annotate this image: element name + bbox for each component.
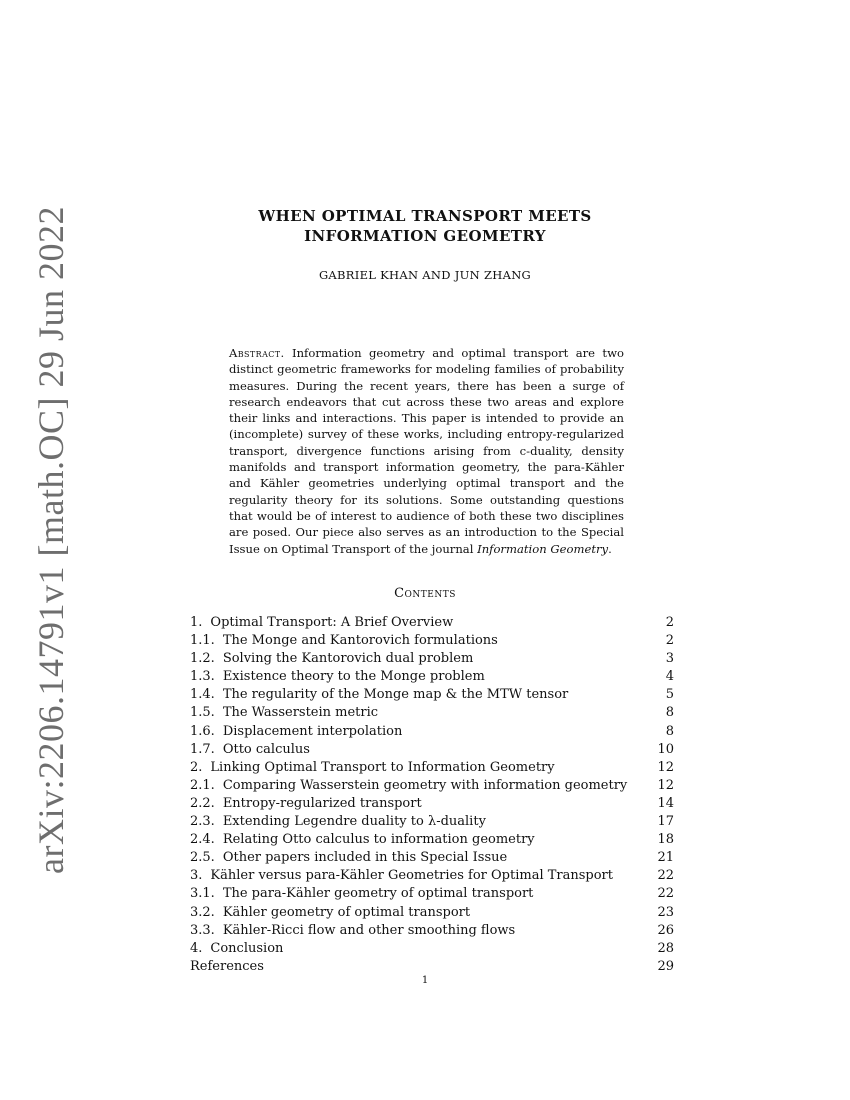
toc-entry-page: 12 xyxy=(657,777,674,793)
toc-entry-title: Otto calculus xyxy=(222,741,310,757)
toc-entry-page: 2 xyxy=(665,615,674,630)
toc-entry-number: 3.2. xyxy=(190,904,215,920)
toc-entry-label xyxy=(190,668,485,686)
toc-entry-title: References xyxy=(190,958,264,974)
toc-entry-number: 2.5. xyxy=(190,850,215,866)
toc-entry[interactable] xyxy=(190,777,674,795)
toc-entry-page: 28 xyxy=(657,940,674,956)
toc-entry-number: 1.2. xyxy=(190,651,215,667)
toc-entry-title: The Monge and Kantorovich formulations xyxy=(222,633,498,649)
toc-entry-page: 21 xyxy=(657,850,674,866)
toc-entry[interactable] xyxy=(190,686,674,704)
toc-entry-label xyxy=(190,849,507,867)
toc-entry-label xyxy=(190,795,422,813)
toc-entry[interactable] xyxy=(190,867,674,885)
contents-heading: Contents xyxy=(394,586,456,601)
toc-entry-label xyxy=(190,777,627,795)
toc-entry-title: Optimal Transport: A Brief Overview xyxy=(210,615,454,630)
page-number: 1 xyxy=(421,975,429,986)
toc-entry-title: Conclusion xyxy=(210,940,284,956)
toc-entry[interactable] xyxy=(190,885,674,903)
toc-entry-title: Displacement interpolation xyxy=(222,723,403,739)
toc-entry-number: 1.4. xyxy=(190,687,215,703)
toc-entry-label xyxy=(190,922,515,940)
toc-entry-title: Relating Otto calculus to information geometry xyxy=(222,832,535,848)
toc-entry-number: 3.3. xyxy=(190,922,215,938)
toc-entry-label xyxy=(190,723,402,741)
paper-title xyxy=(190,206,660,246)
toc-entry-page: 8 xyxy=(665,723,674,739)
toc-entry-number: 4. xyxy=(190,940,203,956)
toc-entry-number: 2.4. xyxy=(190,832,215,848)
toc-entry-page: 29 xyxy=(657,958,674,974)
toc-entry[interactable] xyxy=(190,741,674,759)
toc-entry[interactable] xyxy=(190,849,674,867)
toc-entry-label xyxy=(190,958,264,976)
toc-entry[interactable] xyxy=(190,831,674,849)
toc-entry-number: 1.6. xyxy=(190,723,215,739)
toc-entry-page: 2 xyxy=(665,633,674,649)
toc-entry-page: 14 xyxy=(657,795,674,811)
toc-entry-title: Extending Legendre duality to λ-duality xyxy=(222,814,486,830)
toc-entry-page: 8 xyxy=(665,705,674,721)
toc-entry-title: Kähler geometry of optimal transport xyxy=(222,904,471,920)
toc-entry-page: 5 xyxy=(665,687,674,703)
abstract-heading: Abstract. xyxy=(229,346,285,360)
toc-entry-label xyxy=(190,686,568,704)
toc-entry-title: The regularity of the Monge map & the MTW tensor xyxy=(222,687,569,703)
toc-entry[interactable] xyxy=(190,614,674,632)
toc-entry-title: The Wasserstein metric xyxy=(222,705,379,721)
toc-entry-title: Kähler versus para-Kähler Geometries for Optimal Transport xyxy=(210,868,613,884)
toc-entry-label xyxy=(190,614,453,632)
toc-entry[interactable] xyxy=(190,704,674,722)
toc-entry-page: 26 xyxy=(657,922,674,938)
toc-entry-page: 3 xyxy=(665,651,674,667)
toc-entry-page: 18 xyxy=(657,832,674,848)
abstract xyxy=(229,345,624,557)
toc-entry-number: 2.3. xyxy=(190,814,215,830)
paper-title-line-1: WHEN OPTIMAL TRANSPORT MEETS xyxy=(258,207,592,225)
toc-entry-title: The para-Kähler geometry of optimal transport xyxy=(222,886,534,902)
table-of-contents xyxy=(190,614,674,976)
toc-entry-number: 1.1. xyxy=(190,633,215,649)
paper-authors: GABRIEL KHAN AND JUN ZHANG xyxy=(318,268,532,282)
toc-entry-page: 4 xyxy=(665,669,674,685)
toc-entry[interactable] xyxy=(190,958,674,976)
toc-entry-number: 1.3. xyxy=(190,669,215,685)
toc-entry-number: 1.5. xyxy=(190,705,215,721)
toc-entry-title: Entropy-regularized transport xyxy=(222,795,422,811)
arxiv-identifier-stamp xyxy=(22,206,80,874)
toc-entry[interactable] xyxy=(190,723,674,741)
paper-title-line-2: INFORMATION GEOMETRY xyxy=(304,227,546,245)
toc-entry-number: 2.1. xyxy=(190,777,215,793)
toc-entry-number: 3. xyxy=(190,868,203,884)
toc-entry[interactable] xyxy=(190,795,674,813)
toc-entry-page: 10 xyxy=(657,741,674,757)
toc-entry-label xyxy=(190,813,486,831)
toc-entry[interactable] xyxy=(190,632,674,650)
toc-entry-label xyxy=(190,831,535,849)
abstract-end: . xyxy=(608,541,612,556)
toc-entry-page: 22 xyxy=(657,868,674,884)
toc-entry-title: Other papers included in this Special Issue xyxy=(222,850,508,866)
toc-entry-page: 23 xyxy=(657,904,674,920)
toc-entry-label xyxy=(190,885,533,903)
toc-entry-page: 17 xyxy=(657,814,674,830)
arxiv-identifier-text: arXiv:2206.14791v1 [math.OC] 29 Jun 2022 xyxy=(31,206,71,874)
toc-entry-label xyxy=(190,904,470,922)
toc-entry-label xyxy=(190,759,555,777)
toc-entry-title: Kähler-Ricci flow and other smoothing flows xyxy=(222,922,516,938)
toc-entry-number: 2. xyxy=(190,759,203,775)
toc-entry-number: 2.2. xyxy=(190,795,215,811)
toc-entry[interactable] xyxy=(190,650,674,668)
toc-entry-title: Existence theory to the Monge problem xyxy=(222,669,485,685)
toc-entry-number: 3.1. xyxy=(190,886,215,902)
toc-entry-label xyxy=(190,940,283,958)
abstract-body: Information geometry and optimal transport are two distinct geometric frameworks for modeling families of probability measures. During the recent years, there has been a surge of research endeavors that cut across these two areas and explore their links and interactions. This paper is intended to provide an (incomplete) survey of these works, including entropy-regularized transport, divergence functions arising from c-duality, density manifolds and transport information geometry, the para-Kähler and Kähler geometries underlying optimal transport and the regularity theory for its solutions. Some outstanding questions that would be of interest to audience of both these two disciplines are posed. Our piece also serves as an introduction to the Special Issue on Optimal Transport of the journal xyxy=(229,346,624,556)
toc-entry[interactable] xyxy=(190,813,674,831)
toc-entry-number: 1.7. xyxy=(190,741,215,757)
toc-entry-label xyxy=(190,741,310,759)
toc-entry-label xyxy=(190,632,498,650)
toc-entry-title: Linking Optimal Transport to Information Geometry xyxy=(210,759,555,775)
toc-entry[interactable] xyxy=(190,904,674,922)
toc-entry-title: Comparing Wasserstein geometry with information geometry xyxy=(222,777,628,793)
toc-entry[interactable] xyxy=(190,668,674,686)
toc-entry-label xyxy=(190,704,378,722)
toc-entry-number: 1. xyxy=(190,615,203,630)
toc-entry-label xyxy=(190,650,473,668)
toc-entry-page: 12 xyxy=(657,759,674,775)
toc-entry-label xyxy=(190,867,613,885)
toc-entry[interactable] xyxy=(190,759,674,777)
toc-entry[interactable] xyxy=(190,940,674,958)
toc-entry-page: 22 xyxy=(657,886,674,902)
toc-entry[interactable] xyxy=(190,922,674,940)
toc-entry-title: Solving the Kantorovich dual problem xyxy=(222,651,474,667)
abstract-journal-name: Information Geometry xyxy=(477,541,609,556)
